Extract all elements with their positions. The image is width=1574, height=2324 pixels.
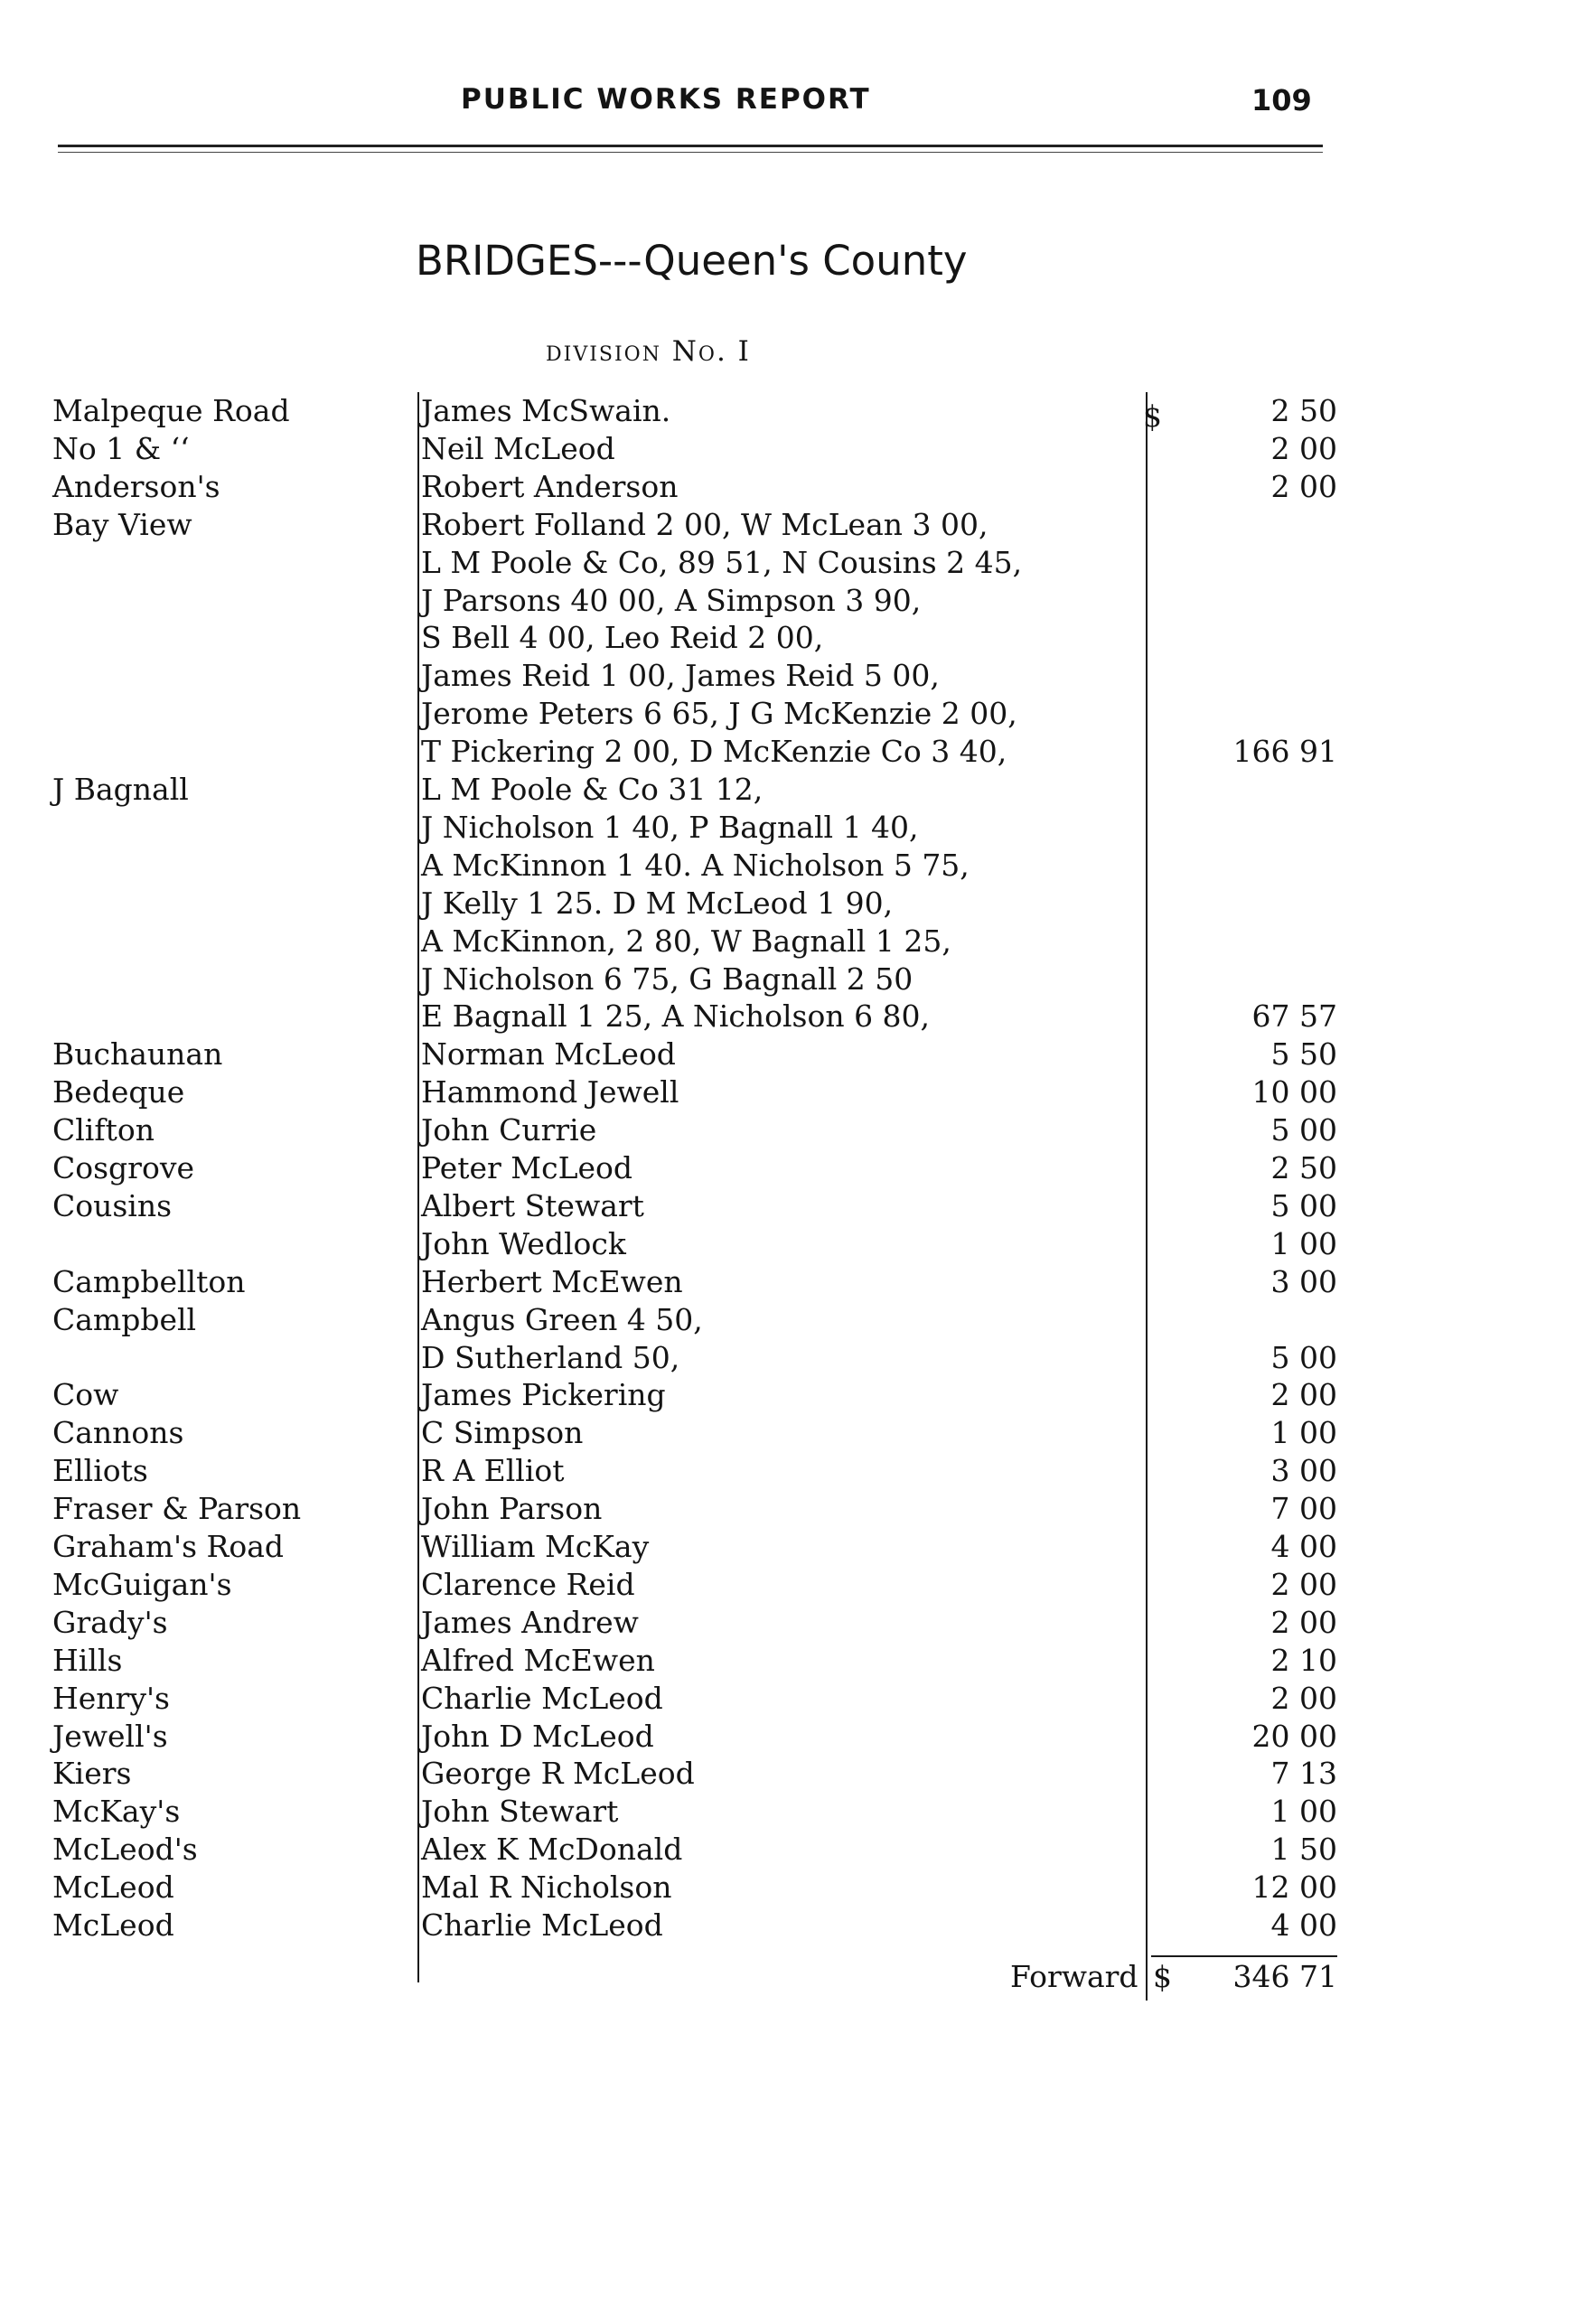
row-amount-cell (1155, 1225, 1337, 1263)
row-place: Buchaunan (52, 1036, 223, 1073)
table-row (0, 733, 1574, 771)
row-amount-cell (1155, 1111, 1337, 1149)
row-names: J Nicholson 6 75, G Bagnall 2 50 (421, 961, 913, 997)
row-place: Cannons (52, 1415, 184, 1451)
row-names: Albert Stewart (421, 1187, 644, 1223)
table-row (0, 885, 1574, 923)
dollar-sign: $ (1143, 398, 1162, 434)
table-row (0, 998, 1574, 1035)
table-row (0, 544, 1574, 582)
row-amount: 3 00 (1270, 1453, 1337, 1489)
row-amount-cell (1155, 961, 1337, 998)
row-place: Bay View (52, 506, 192, 542)
row-place: Grady's (52, 1604, 168, 1640)
row-amount-cell (1155, 923, 1337, 961)
row-names: George R McLeod (421, 1756, 695, 1792)
row-place: Clifton (52, 1112, 155, 1148)
row-amount-cell (1155, 998, 1337, 1035)
row-amount-cell (1155, 1831, 1337, 1869)
row-place: Malpeque Road (52, 393, 290, 428)
row-amount: 5 00 (1270, 1112, 1337, 1148)
row-amount-cell (1155, 1755, 1337, 1793)
row-amount: 2 00 (1270, 430, 1337, 466)
table-row (0, 1718, 1574, 1756)
table-row (0, 695, 1574, 733)
row-amount: 4 00 (1270, 1907, 1337, 1943)
table-row (0, 1301, 1574, 1339)
table-row (0, 1566, 1574, 1604)
row-amount-cell (1155, 1301, 1337, 1339)
table-row (0, 1073, 1574, 1111)
row-names: E Bagnall 1 25, A Nicholson 6 80, (421, 998, 931, 1035)
row-amount-cell (1155, 1680, 1337, 1718)
row-amount: 2 00 (1270, 1680, 1337, 1716)
row-amount-cell (1155, 506, 1337, 544)
table-row (0, 1604, 1574, 1642)
row-names: Alfred McEwen (421, 1642, 655, 1678)
table-row (0, 1149, 1574, 1187)
row-names: John Parson (421, 1491, 603, 1527)
forward-label: Forward (1010, 1959, 1138, 1994)
row-names: John Stewart (421, 1794, 619, 1830)
row-names: Norman McLeod (421, 1036, 676, 1073)
row-amount: 5 00 (1270, 1187, 1337, 1223)
row-amount-cell (1155, 1528, 1337, 1566)
row-amount-cell (1155, 430, 1337, 468)
row-amount-cell (1155, 1604, 1337, 1642)
row-amount-cell (1155, 1452, 1337, 1490)
table-row (0, 1187, 1574, 1225)
row-amount-cell (1155, 695, 1337, 733)
table-row (0, 1869, 1574, 1907)
row-amount: 2 50 (1270, 1150, 1337, 1185)
row-names: Angus Green 4 50, (421, 1301, 703, 1337)
row-amount: 1 00 (1270, 1415, 1337, 1451)
row-amount-cell (1155, 468, 1337, 506)
row-names: S Bell 4 00, Leo Reid 2 00, (421, 620, 824, 656)
row-amount: 2 10 (1270, 1642, 1337, 1678)
row-amount-cell (1155, 582, 1337, 620)
table-row (0, 923, 1574, 961)
table-row (0, 1793, 1574, 1831)
row-names: T Pickering 2 00, D McKenzie Co 3 40, (421, 734, 1007, 770)
row-amount-cell (1155, 1414, 1337, 1452)
row-place: Anderson's (52, 468, 220, 504)
row-place: No 1 & ‘‘ (52, 430, 190, 466)
row-names: Jerome Peters 6 65, J G McKenzie 2 00, (421, 696, 1017, 732)
row-place: Cow (52, 1377, 119, 1413)
row-place: McGuigan's (52, 1566, 232, 1602)
row-amount-cell (1155, 733, 1337, 771)
row-amount: 2 50 (1270, 393, 1337, 428)
row-place: Campbellton (52, 1263, 246, 1299)
row-names: Clarence Reid (421, 1566, 635, 1602)
row-amount: 7 13 (1270, 1756, 1337, 1792)
row-amount-cell (1155, 1339, 1337, 1377)
table-row (0, 809, 1574, 847)
row-amount: 166 91 (1232, 734, 1337, 770)
row-amount-cell (1155, 885, 1337, 923)
table-row (0, 1376, 1574, 1414)
row-names: Neil McLeod (421, 430, 615, 466)
row-amount-cell (1155, 392, 1337, 430)
table-row (0, 1035, 1574, 1073)
row-place: J Bagnall (52, 772, 189, 807)
row-amount-cell (1155, 809, 1337, 847)
row-amount: 1 00 (1270, 1225, 1337, 1261)
row-names: Herbert McEwen (421, 1263, 683, 1299)
row-amount-cell (1155, 544, 1337, 582)
row-place: Campbell (52, 1301, 197, 1337)
row-amount: 1 50 (1270, 1832, 1337, 1868)
table-row (0, 1907, 1574, 1944)
row-amount-cell (1155, 1869, 1337, 1907)
row-amount-cell (1155, 1187, 1337, 1225)
row-names: J Parsons 40 00, A Simpson 3 90, (421, 582, 922, 618)
row-place: Henry's (52, 1680, 170, 1716)
row-amount-cell (1155, 1149, 1337, 1187)
row-place: Graham's Road (52, 1529, 285, 1564)
table-row (0, 847, 1574, 885)
row-amount: 12 00 (1251, 1870, 1337, 1906)
row-names: J Kelly 1 25. D M McLeod 1 90, (421, 885, 894, 921)
table-row (0, 1452, 1574, 1490)
row-amount: 2 00 (1270, 1604, 1337, 1640)
row-place: McLeod (52, 1870, 174, 1906)
table-row (0, 1680, 1574, 1718)
row-place: Elliots (52, 1453, 148, 1489)
table-row (0, 961, 1574, 998)
row-amount-cell (1155, 1642, 1337, 1680)
row-place: Kiers (52, 1756, 132, 1792)
row-names: John Wedlock (421, 1225, 626, 1261)
row-amount: 5 00 (1270, 1339, 1337, 1375)
row-place: McKay's (52, 1794, 181, 1830)
row-amount-cell (1155, 1376, 1337, 1414)
row-amount-cell (1155, 1718, 1337, 1756)
row-amount: 4 00 (1270, 1529, 1337, 1564)
row-amount: 10 00 (1251, 1074, 1337, 1110)
row-names: James Andrew (421, 1604, 639, 1640)
row-names: D Sutherland 50, (421, 1339, 680, 1375)
row-amount: 20 00 (1251, 1718, 1337, 1754)
row-amount-cell (1155, 847, 1337, 885)
row-amount-cell (1155, 619, 1337, 657)
table-row (0, 468, 1574, 506)
row-amount: 3 00 (1270, 1263, 1337, 1299)
division-label: division No. I (546, 335, 751, 368)
row-place: Jewell's (52, 1718, 168, 1754)
row-names: Peter McLeod (421, 1150, 633, 1185)
row-names: C Simpson (421, 1415, 584, 1451)
table-row (0, 657, 1574, 695)
section-title: BRIDGES---Queen's County (416, 237, 968, 285)
table-row (0, 1831, 1574, 1869)
row-names: Charlie McLeod (421, 1907, 663, 1943)
table-row (0, 582, 1574, 620)
row-names: Charlie McLeod (421, 1680, 663, 1716)
row-names: Alex K McDonald (421, 1832, 683, 1868)
forward-dollar-sign: $ (1153, 1959, 1172, 1994)
row-names: John Currie (421, 1112, 597, 1148)
row-amount: 7 00 (1270, 1491, 1337, 1527)
row-names: A McKinnon 1 40. A Nicholson 5 75, (421, 847, 970, 883)
row-amount: 2 00 (1270, 468, 1337, 504)
table-row (0, 1642, 1574, 1680)
row-place: Hills (52, 1642, 123, 1678)
row-amount-cell (1155, 1035, 1337, 1073)
row-names: L M Poole & Co, 89 51, N Cousins 2 45, (421, 544, 1023, 580)
table-row (0, 619, 1574, 657)
row-names: Robert Anderson (421, 468, 679, 504)
row-amount: 1 00 (1270, 1794, 1337, 1830)
row-names: James Reid 1 00, James Reid 5 00, (421, 658, 940, 694)
row-place: McLeod (52, 1907, 174, 1943)
table-row (0, 1528, 1574, 1566)
row-place: Cosgrove (52, 1150, 194, 1185)
row-amount: 5 50 (1270, 1036, 1337, 1073)
row-place: Fraser & Parson (52, 1491, 302, 1527)
row-amount-cell (1155, 657, 1337, 695)
table-row (0, 771, 1574, 809)
row-names: Robert Folland 2 00, W McLean 3 00, (421, 506, 988, 542)
table-row (0, 1263, 1574, 1301)
row-amount-cell (1155, 1490, 1337, 1528)
row-names: John D McLeod (421, 1718, 654, 1754)
row-names: L M Poole & Co 31 12, (421, 772, 764, 807)
row-amount-cell (1155, 1566, 1337, 1604)
table-row (0, 1755, 1574, 1793)
row-names: Mal R Nicholson (421, 1870, 672, 1906)
row-names: J Nicholson 1 40, P Bagnall 1 40, (421, 809, 919, 845)
row-names: R A Elliot (421, 1453, 565, 1489)
header-rule-thick (58, 145, 1323, 147)
row-amount-cell (1155, 1793, 1337, 1831)
row-place: McLeod's (52, 1832, 198, 1868)
page-header-title: PUBLIC WORKS REPORT (461, 83, 871, 116)
row-names: James Pickering (421, 1377, 666, 1413)
row-names: Hammond Jewell (421, 1074, 679, 1110)
row-amount-cell (1155, 1263, 1337, 1301)
table-row (0, 392, 1574, 430)
table-row (0, 430, 1574, 468)
row-amount-cell (1155, 1073, 1337, 1111)
row-amount-cell (1155, 1907, 1337, 1944)
row-place: Bedeque (52, 1074, 185, 1110)
header-rule-thin (58, 152, 1323, 153)
row-amount: 2 00 (1270, 1566, 1337, 1602)
row-amount: 2 00 (1270, 1377, 1337, 1413)
row-names: A McKinnon, 2 80, W Bagnall 1 25, (421, 923, 951, 959)
table-row (0, 1490, 1574, 1528)
row-place: Cousins (52, 1187, 173, 1223)
row-names: William McKay (421, 1529, 650, 1564)
row-amount: 67 57 (1251, 998, 1337, 1035)
table-row (0, 506, 1574, 544)
table-row (0, 1414, 1574, 1452)
page-number: 109 (1251, 83, 1312, 117)
table-row (0, 1111, 1574, 1149)
row-amount-cell (1155, 771, 1337, 809)
table-row (0, 1225, 1574, 1263)
table-row (0, 1339, 1574, 1377)
forward-amount: 346 71 (1232, 1959, 1337, 1994)
row-names: James McSwain. (421, 393, 671, 428)
